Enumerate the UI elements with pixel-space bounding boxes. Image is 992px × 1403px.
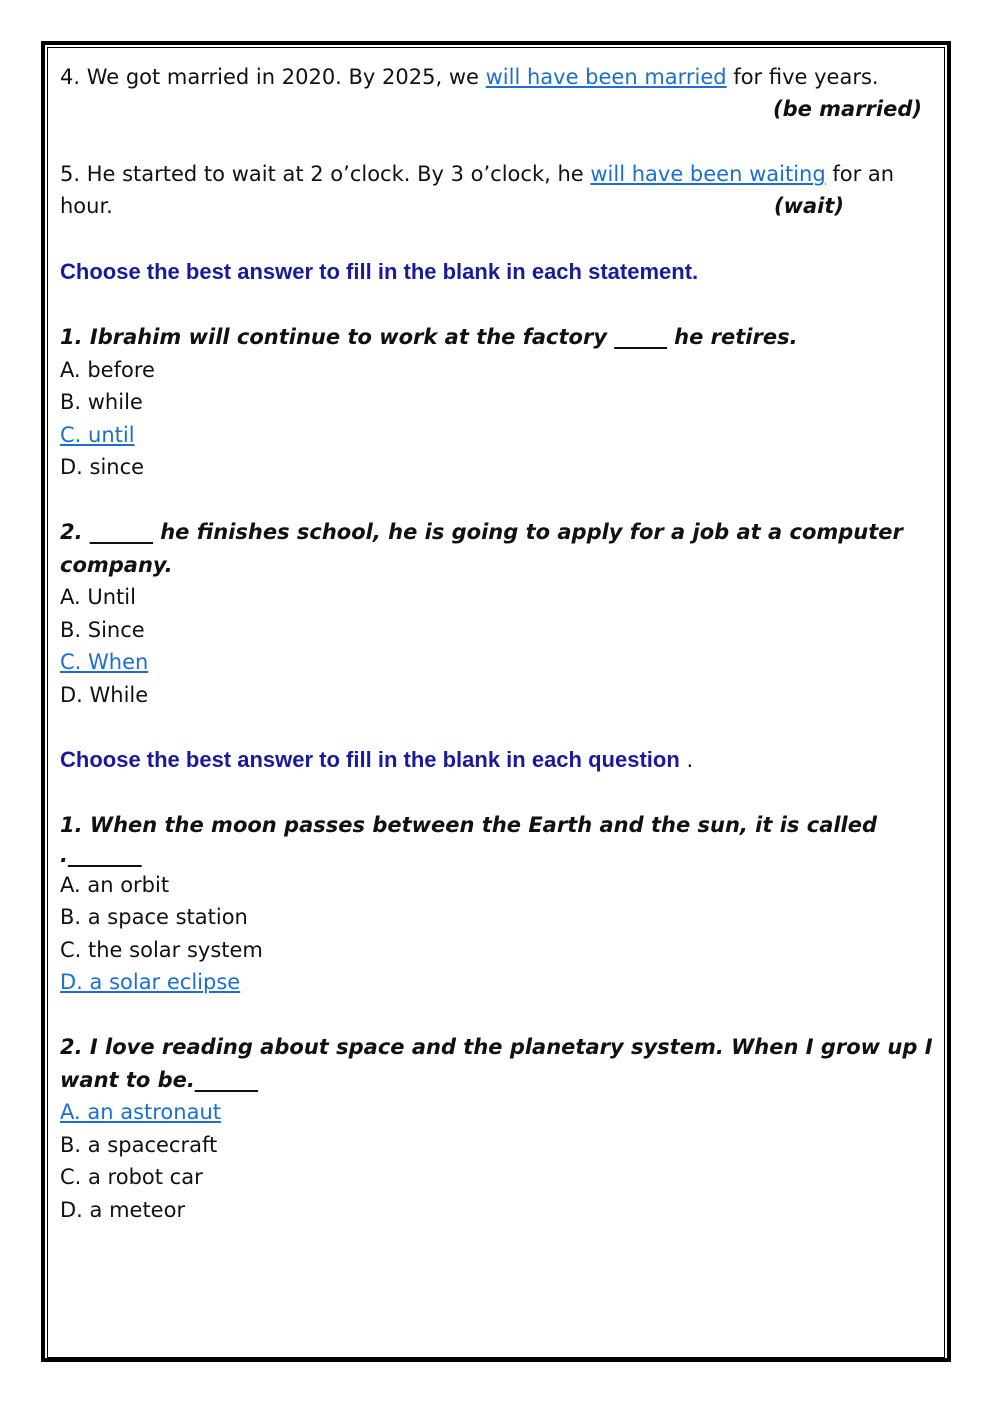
text: for an — [825, 162, 895, 186]
text: hour. — [60, 194, 113, 218]
text: for five years. — [726, 65, 879, 89]
question: 1. Ibrahim will continue to work at the factory _____ he retires. — [60, 325, 798, 349]
option-correct: C. until — [60, 423, 135, 447]
text: 4. We got married in 2020. By 2025, we — [60, 65, 486, 89]
option: D. since — [60, 455, 145, 479]
option: B. while — [60, 390, 143, 414]
option-correct: C. When — [60, 650, 149, 674]
question: 2. I love reading about space and the planetary system. When I grow up I — [60, 1035, 933, 1059]
text: 5. He started to wait at 2 o’clock. By 3 o’clock, he — [60, 162, 591, 186]
text: . — [679, 748, 694, 772]
question-cont: want to be.______ — [60, 1068, 258, 1092]
question: 2. ______ he finishes school, he is going to apply for a job at a computer — [60, 520, 903, 544]
question: 1. When the moon passes between the Earth and the sun, it is called — [60, 813, 878, 837]
option: A. Until — [60, 585, 136, 609]
option: A. an orbit — [60, 873, 170, 897]
heading-text: Choose the best answer to fill in the blank in each question — [60, 747, 680, 772]
option: B. a space station — [60, 905, 248, 929]
answer: will have been married — [485, 65, 727, 89]
question-cont: company. — [60, 553, 173, 577]
option: B. Since — [60, 618, 145, 642]
hint: (be married) — [772, 97, 922, 121]
option: A. before — [60, 358, 155, 382]
option-correct: A. an astronaut — [60, 1100, 221, 1124]
option: B. a spacecraft — [60, 1133, 218, 1157]
page-border-inner — [47, 47, 945, 1358]
question-cont: ._______ — [60, 843, 142, 867]
option-correct: D. a solar eclipse — [60, 970, 241, 994]
fill-item-5 — [60, 160, 894, 188]
section-heading-2 — [60, 746, 693, 774]
option: C. a robot car — [60, 1165, 203, 1189]
option: D. While — [60, 683, 149, 707]
section-heading: Choose the best answer to fill in the blank in each statement. — [60, 259, 699, 284]
answer: will have been waiting — [590, 162, 826, 186]
option: C. the solar system — [60, 938, 263, 962]
hint: (wait) — [773, 194, 844, 218]
fill-item-4 — [60, 63, 879, 91]
option: D. a meteor — [60, 1198, 186, 1222]
